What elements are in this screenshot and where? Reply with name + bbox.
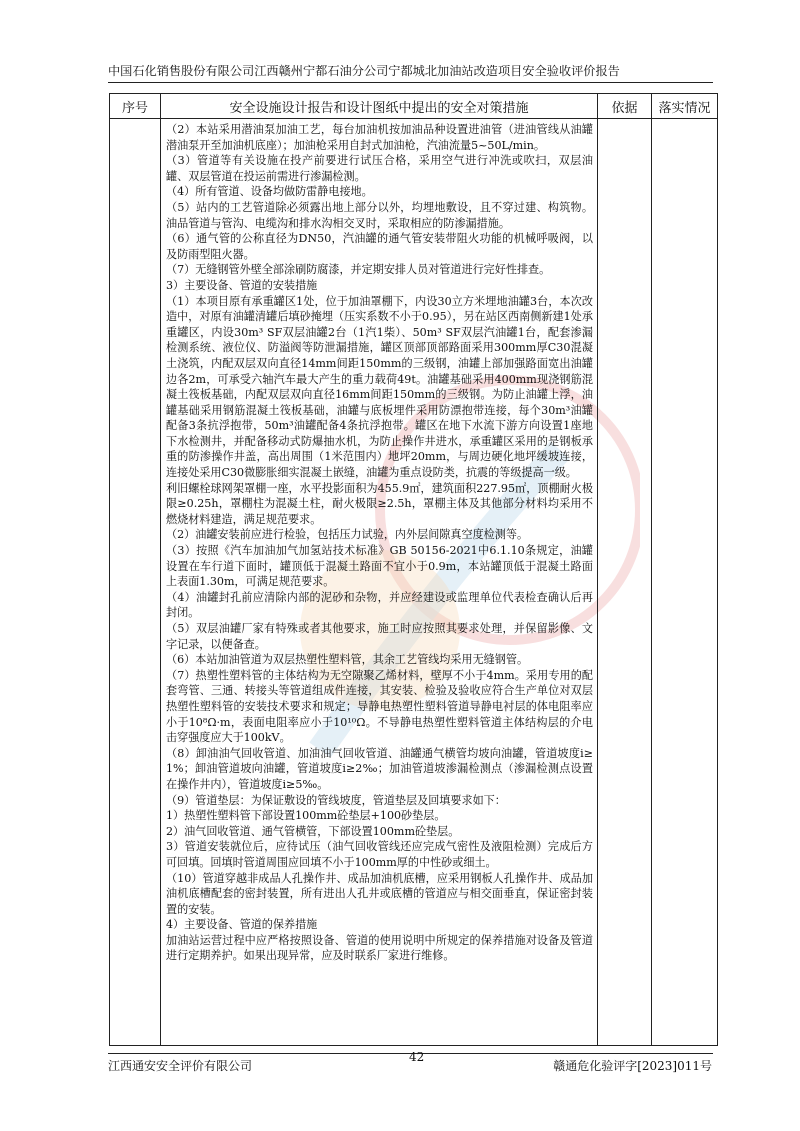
paragraph: 1）热塑性塑料管下部设置100mm砼垫层+100砂垫层。 bbox=[166, 809, 446, 823]
cell-measures bbox=[161, 119, 598, 1046]
paragraph: 4）主要设备、管道的保养措施 bbox=[166, 918, 318, 932]
paragraph: （5）双层油罐厂家有特殊或者其他要求，施工时应按照其要求处理，并保留影像、文字记录，以便备查。 bbox=[166, 622, 593, 651]
paragraph: （2）油罐安装前应进行检验，包括压力试验，内外层间隙真空度检测等。 bbox=[166, 528, 529, 542]
paragraph: （3）按照《汽车加油加气加氢站技术标准》GB 50156-2021中6.1.10条规定，油罐设置在车行道下面时，罐顶低于混凝土路面不宜小于0.9m，本站罐顶低于混凝土路面上表面1.30m，可满足规范要求。 bbox=[166, 544, 593, 589]
safety-measures-table bbox=[109, 93, 718, 1046]
paragraph: （10）管道穿越非成品人孔操作井、成品加油机底槽，应采用钢板人孔操作井、成品加油机底槽配套的密封装置，所有进出人孔井或底槽的管道应与相交面垂直，保证密封装置的安装。 bbox=[166, 871, 593, 916]
col-header-no: 序号 bbox=[110, 94, 161, 119]
cell-basis bbox=[598, 119, 652, 1046]
paragraph: 3）管道安装就位后，应待试压（油气回收管线还应完成气密性及液阻检测）完成后方可回填。回填时管道周围应回填不小于100mm厚的中性砂或细土。 bbox=[166, 840, 593, 869]
paragraph: （6）通气管的公称直径为DN50，汽油罐的通气管安装带阻火功能的机械呼吸阀，以及防雨型阻火器。 bbox=[166, 232, 593, 261]
col-header-basis: 依据 bbox=[598, 94, 652, 119]
cell-status bbox=[652, 119, 718, 1046]
page-number: 42 bbox=[409, 1050, 425, 1064]
paragraph: （3）管道等有关设施在投产前要进行试压合格，采用空气进行冲洗或吹扫，双层油罐、双层管道在投运前需进行渗漏检测。 bbox=[166, 154, 593, 183]
col-header-status: 落实情况 bbox=[652, 94, 718, 119]
col-header-measures: 安全设施设计报告和设计图纸中提出的安全对策措施 bbox=[161, 94, 598, 119]
paragraph: （5）站内的工艺管道除必须露出地上部分以外，均埋地敷设，且不穿过建、构筑物。油品管道与管沟、电缆沟和排水沟相交叉时，采取相应的防渗漏措施。 bbox=[166, 200, 593, 230]
paragraph: （7）热塑性塑料管的主体结构为无空隙聚乙烯材料，壁厚不小于4mm。采用专用的配套弯管、三通、转接头等管道组成件连接，其安装、检验及验收应符合生产单位对双层热塑性塑料管的安装技术要求和规定；导静电热塑性塑料管道导静电衬层的体电阻率应小于10⁸Ω·m，表面电阻率应小于10¹⁰Ω。不导静电热塑性塑料管道主体结构层的介电击穿强度应大于100kV。 bbox=[166, 668, 593, 745]
section-heading: 3）主要设备、管道的安装措施 bbox=[166, 278, 318, 292]
measures-text bbox=[161, 119, 597, 964]
paragraph: （6）本站加油管道为双层热塑性塑料管，其余工艺管线均采用无缝钢管。 bbox=[166, 653, 529, 667]
footer-company: 江西通安安全评价有限公司 bbox=[108, 1059, 253, 1073]
paragraph: （2）本站采用潜油泵加油工艺，每台加油机按加油品种设置进油管（进油管线从油罐潜油泵开至加油机底座）；加油枪采用自封式加油枪，汽油流量5~50L/min。 bbox=[166, 123, 593, 152]
paragraph: 2）油气回收管道、通气管横管，下部设置100mm砼垫层。 bbox=[166, 824, 460, 838]
cell-no bbox=[110, 119, 161, 1046]
footer-report-number: 赣通危化验评字[2023]011号 bbox=[553, 1059, 712, 1073]
paragraph: （1）本项目原有承重罐区1处，位于加油罩棚下，内设30立方米埋地油罐3台，本次改造中，对原有油罐清罐后填砂掩埋（压实系数不小于0.95），另在站区西南侧新建1处承重罐区，内设30m³ SF双层油罐2台（1汽1柴）、50m³ SF双层汽油罐1台，配套渗漏检测系统、液位仪、防溢阀等防泄漏措施，罐区顶部顶部路面采用300mm厚C30混凝土浇筑，内配双层双向直径14mm间距150mm的三级钢，油罐上部加强路面宽出油罐边各2m，可承受六轴汽车最大产生的重力载荷49t。油罐基础采用400mm现浇钢筋混凝土筏板基础，内配双层双向直径16mm间距150mm的三级钢。为防止油罐上浮，油罐基础采用钢筋混凝土筏板基础，油罐与底板埋件采用防漂抱带连接，每个30m³油罐配备3条抗浮抱带，50m³油罐配备4条抗浮抱带。罐区在地下水流下游方向设置1座地下水检测井，并配备移动式防爆抽水机，为防止操作井进水，承重罐区采用的是钢板承重的防渗操作井盖，高出周围（1米范围内）地坪20mm，与周边硬化地坪缓坡连接，连接处采用C30微膨胀细实混凝土嵌缝，油罐为重点设防类，抗震的等级提高一级。 bbox=[166, 294, 593, 480]
table-header-row bbox=[110, 94, 718, 119]
paragraph: （9）管道垫层：为保证敷设的管线坡度，管道垫层及回填要求如下： bbox=[166, 793, 506, 807]
paragraph: 利旧螺栓球网架罩棚一座，水平投影面积为455.9㎡，建筑面积227.95㎡，顶棚耐火极限≥0.25h，罩棚柱为混凝土柱，耐火极限≥2.5h，罩棚主体及其他部分材料均采用不燃烧材料建造，满足规范要求。 bbox=[166, 481, 593, 526]
section-heading: 加油站运营过程中应严格按照设备、管道的使用说明中所规定的保养措施对设备及管道进行定期养护。如果出现异常，应及时联系厂家进行维修。 bbox=[166, 933, 593, 963]
paragraph: （8）卸油油气回收管道、加油油气回收管道、油罐通气横管均坡向油罐，管道坡度i≥1%；卸油管道坡向油罐，管道坡度i≥2‰；加油管道坡渗漏检测点（渗漏检测点设置在操作井内），管道坡度i≥5‰。 bbox=[166, 746, 593, 791]
paragraph: （7）无缝钢管外壁全部涂刷防腐漆，并定期安排人员对管道进行完好性排查。 bbox=[166, 263, 551, 277]
paragraph: （4）所有管道、设备均做防雷静电接地。 bbox=[166, 185, 373, 199]
table-row bbox=[110, 119, 718, 1046]
paragraph: （4）油罐封孔前应清除内部的泥砂和杂物，并应经建设或监理单位代表检查确认后再封闭。 bbox=[166, 590, 593, 620]
page-header-title: 中国石化销售股份有限公司江西赣州宁都石油分公司宁都城北加油站改造项目安全验收评价报告 bbox=[108, 64, 620, 78]
header-divider bbox=[108, 82, 713, 83]
